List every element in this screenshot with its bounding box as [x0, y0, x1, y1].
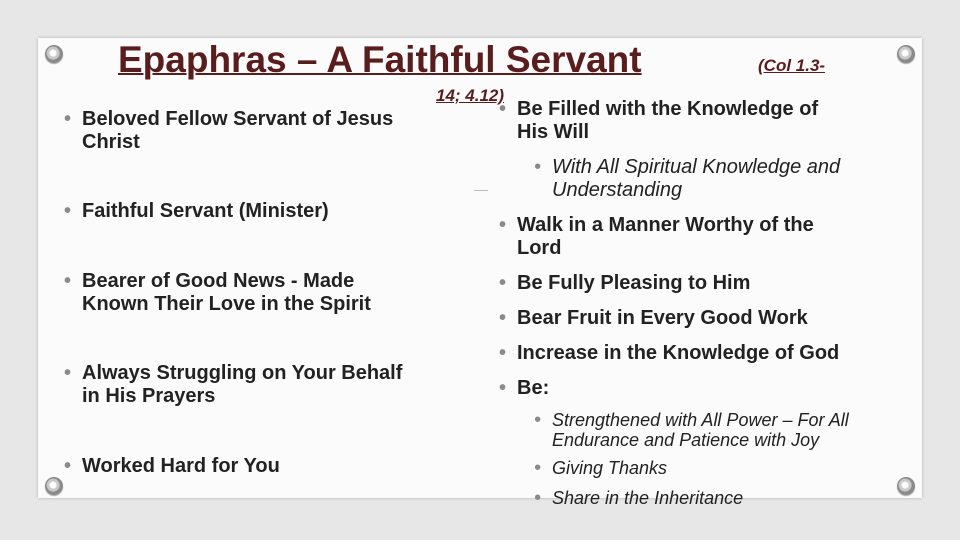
list-item-text: Be Fully Pleasing to Him — [517, 272, 751, 294]
bullet-icon: • — [499, 377, 507, 399]
list-item — [64, 270, 371, 316]
list-item-text: Be Filled with the Knowledge of — [517, 98, 819, 120]
list-item — [64, 362, 403, 408]
list-item — [499, 272, 751, 295]
bullet-icon: • — [64, 362, 72, 384]
list-item-text: Giving Thanks — [552, 458, 668, 478]
scripture-reference: 14; 4.12) — [436, 86, 505, 105]
list-item-text: With All Spiritual Knowledge and — [552, 156, 841, 178]
pushpin-icon — [45, 45, 63, 63]
list-item-text: Increase in the Knowledge of God — [517, 342, 840, 364]
list-item — [499, 307, 808, 330]
list-item-text: Be: — [517, 377, 550, 399]
bullet-icon: • — [499, 307, 507, 329]
pushpin-icon — [45, 477, 63, 495]
list-item-text: Share in the Inheritance — [552, 488, 744, 508]
list-item-text: Lord — [517, 237, 562, 259]
list-item-text: Bearer of Good News - Made — [82, 270, 355, 292]
list-item-text: Christ — [82, 131, 140, 153]
list-item-text: Known Their Love in the Spirit — [82, 293, 371, 315]
bullet-icon: • — [64, 270, 72, 292]
list-item — [499, 98, 819, 144]
list-item — [64, 200, 329, 223]
list-item-text: Worked Hard for You — [82, 455, 280, 477]
bullet-icon: • — [534, 156, 542, 178]
list-item-text: Beloved Fellow Servant of Jesus — [82, 108, 394, 130]
list-item-text: Always Struggling on Your Behalf — [82, 362, 403, 384]
list-item — [499, 342, 840, 365]
list-item-text: Walk in a Manner Worthy of the — [517, 214, 814, 236]
list-item-text: Understanding — [552, 179, 683, 201]
list-item — [499, 214, 814, 260]
bullet-icon: • — [534, 487, 542, 509]
pushpin-icon — [897, 477, 915, 495]
list-item — [499, 377, 550, 400]
bullet-icon: • — [64, 200, 72, 222]
bullet-icon: • — [499, 98, 507, 120]
scripture-reference: (Col 1.3- — [758, 56, 826, 75]
pushpin-icon — [897, 45, 915, 63]
bullet-icon: • — [64, 108, 72, 130]
list-item-text: in His Prayers — [82, 385, 216, 407]
list-item-text: Strengthened with All Power – For All — [552, 410, 849, 430]
slide-title: Epaphras – A Faithful Servant — [118, 39, 642, 80]
list-item-text: Faithful Servant (Minister) — [82, 200, 329, 222]
bullet-icon: • — [534, 457, 542, 479]
sub-list-item — [534, 156, 841, 202]
bullet-icon: • — [534, 409, 542, 431]
divider — [474, 190, 488, 191]
sub-list-item — [534, 409, 849, 450]
list-item — [64, 455, 280, 478]
bullet-icon: • — [499, 342, 507, 364]
bullet-icon: • — [499, 272, 507, 294]
list-item-text: Endurance and Patience with Joy — [552, 430, 820, 450]
sub-list-item — [534, 487, 744, 509]
sub-list-item — [534, 457, 668, 479]
list-item — [64, 108, 394, 154]
bullet-icon: • — [499, 214, 507, 236]
bullet-icon: • — [64, 455, 72, 477]
list-item-text: Bear Fruit in Every Good Work — [517, 307, 808, 329]
list-item-text: His Will — [517, 121, 590, 143]
